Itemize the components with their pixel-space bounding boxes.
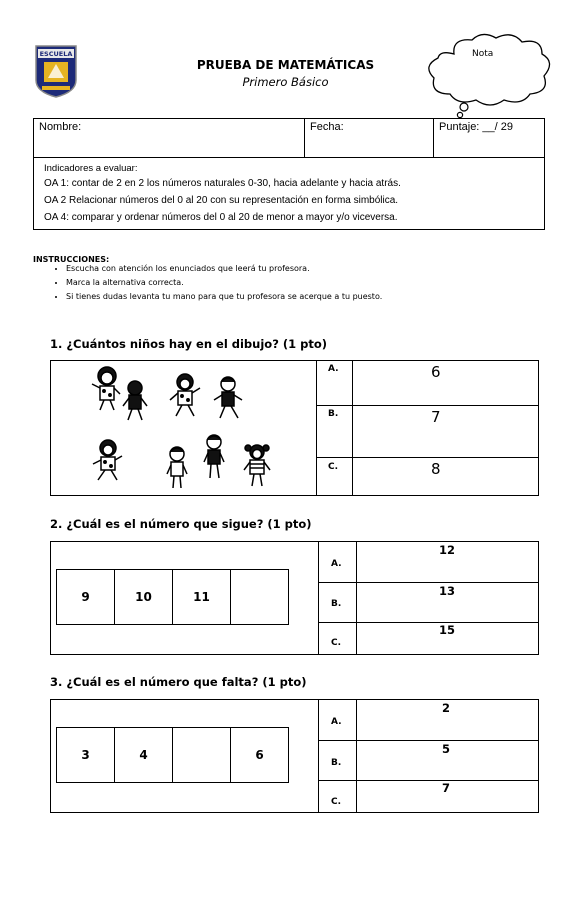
- instructions-list: [48, 262, 382, 304]
- sequence-cell: 9: [56, 569, 115, 625]
- oa-item: OA 2 Relacionar números del 0 al 20 con su representación en forma simbólica.: [44, 195, 399, 206]
- child-icon: [92, 367, 120, 410]
- fecha-field[interactable]: Fecha:: [305, 119, 434, 158]
- instruction-item: • Marca la alternativa correcta.: [66, 276, 382, 290]
- q3-option-c[interactable]: 7: [442, 781, 451, 795]
- q2-option-b[interactable]: 13: [439, 584, 456, 598]
- q3-option-b[interactable]: 5: [442, 742, 451, 756]
- page-title: PRUEBA DE MATEMÁTICAS: [196, 58, 375, 72]
- q3-sequence: [56, 727, 289, 783]
- child-icon: [167, 447, 187, 488]
- q2-option-a[interactable]: 12: [439, 543, 456, 557]
- page-subtitle: Primero Básico: [242, 75, 329, 89]
- indicators-section: [34, 158, 545, 230]
- q2-option-b-letter: B.: [331, 599, 342, 609]
- children-drawing: [80, 362, 290, 492]
- child-icon: [93, 440, 122, 480]
- question-1-title: 1. ¿Cuántos niños hay en el dibujo? (1 pto): [50, 337, 328, 351]
- child-icon: [214, 377, 242, 418]
- child-icon: [244, 445, 270, 486]
- indicators-title: Indicadores a evaluar:: [44, 163, 138, 174]
- sequence-blank-cell[interactable]: [231, 569, 289, 625]
- question-2-title: 2. ¿Cuál es el número que sigue? (1 pto): [50, 517, 312, 531]
- nota-label: Nota: [472, 49, 494, 59]
- sequence-cell: 11: [173, 569, 231, 625]
- q1-option-a[interactable]: 6: [431, 363, 441, 381]
- q1-option-c-letter: C.: [328, 462, 339, 472]
- logo-text: ESCUELA: [39, 50, 73, 58]
- nombre-field[interactable]: Nombre:: [34, 119, 305, 158]
- sequence-cell: 6: [231, 727, 289, 783]
- nota-cloud-icon: [424, 32, 556, 122]
- q2-option-c[interactable]: 15: [439, 623, 456, 637]
- instruction-item: • Escucha con atención los enunciados que leerá tu profesora.: [66, 262, 382, 276]
- child-icon: [170, 374, 200, 416]
- student-info-table: [33, 118, 545, 230]
- q1-option-c[interactable]: 8: [431, 460, 441, 478]
- q2-option-c-letter: C.: [331, 638, 342, 648]
- q3-option-a-letter: A.: [331, 717, 342, 727]
- oa-item: OA 1: contar de 2 en 2 los números naturales 0-30, hacia adelante y hacia atrás.: [44, 178, 401, 189]
- q3-option-a[interactable]: 2: [442, 701, 451, 715]
- instructions-title: INSTRUCCIONES:: [33, 255, 110, 264]
- puntaje-field[interactable]: Puntaje: __/ 29: [434, 119, 545, 158]
- q2-sequence: [56, 569, 289, 625]
- instruction-item: • Si tienes dudas levanta tu mano para que tu profesora se acerque a tu puesto.: [66, 290, 382, 304]
- q1-option-a-letter: A.: [328, 364, 339, 374]
- oa-item: OA 4: comparar y ordenar números del 0 al 20 de menor a mayor y/o viceversa.: [44, 212, 398, 223]
- child-icon: [204, 435, 224, 478]
- q1-option-b[interactable]: 7: [431, 408, 441, 426]
- q1-option-b-letter: B.: [328, 409, 339, 419]
- sequence-cell: 3: [56, 727, 115, 783]
- sequence-cell: 10: [115, 569, 173, 625]
- sequence-cell: 4: [115, 727, 173, 783]
- q3-option-c-letter: C.: [331, 797, 342, 807]
- sequence-blank-cell[interactable]: [173, 727, 231, 783]
- q3-option-b-letter: B.: [331, 758, 342, 768]
- child-icon: [123, 381, 147, 420]
- q2-option-a-letter: A.: [331, 559, 342, 569]
- question-3-title: 3. ¿Cuál es el número que falta? (1 pto): [50, 675, 307, 689]
